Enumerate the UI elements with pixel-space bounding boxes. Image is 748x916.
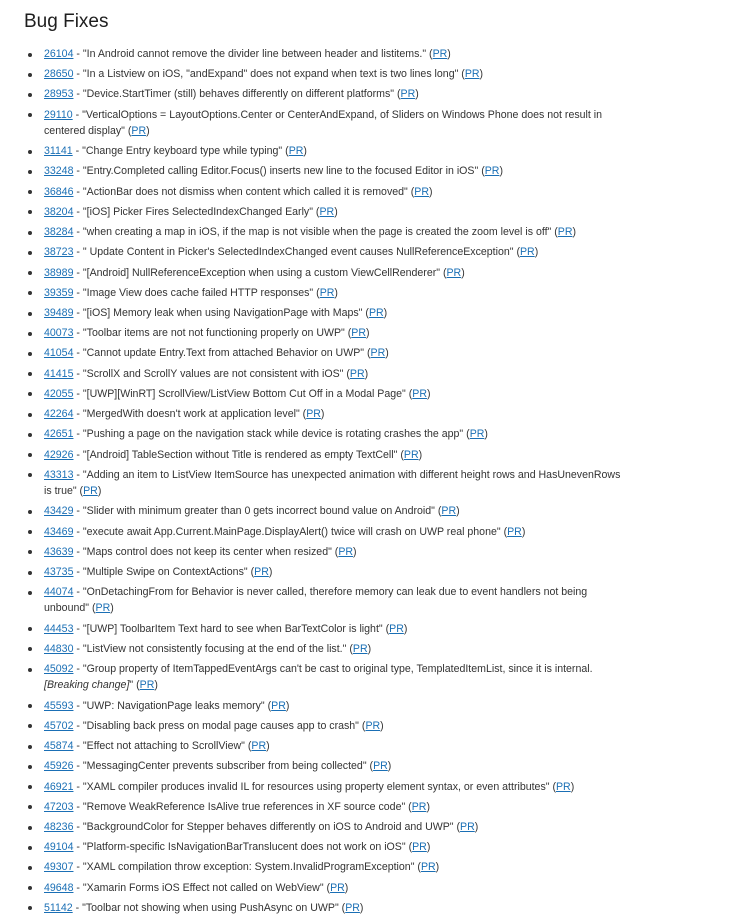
bug-description: "Image View does cache failed HTTP responses" <box>82 286 314 299</box>
bug-id-link[interactable]: 42651 <box>44 428 74 441</box>
pull-request-link[interactable]: PR <box>365 719 381 732</box>
pull-request-link[interactable]: PR <box>432 48 448 60</box>
bug-description: "Toolbar items are not not functioning properly on UWP" <box>82 327 345 340</box>
bug-id-link[interactable]: 45092 <box>44 663 74 676</box>
bug-fix-item: 36846 - "ActionBar does not dismiss when content which called it is removed" (PR) <box>24 184 628 200</box>
bug-fix-item: 49307 - "XAML compilation throw exception: System.InvalidProgramException" (PR) <box>24 859 628 875</box>
pull-request-link[interactable]: PR <box>306 408 321 421</box>
bug-fix-item: 28650 - "In a Listview on iOS, "andExpand" does not expand when text is two lines long" (PR) <box>24 66 628 82</box>
bug-fix-item: 47203 - "Remove WeakReference IsAlive true references in XF source code" (PR) <box>24 799 628 815</box>
bug-id-link[interactable]: 26104 <box>44 48 74 60</box>
pull-request-link[interactable]: PR <box>403 448 419 461</box>
bug-description: "ScrollX and ScrollY values are not consistent with iOS" <box>82 367 344 380</box>
bug-id-link[interactable]: 43429 <box>44 505 74 518</box>
bug-id-link[interactable]: 45926 <box>44 760 74 773</box>
bug-id-link[interactable]: 49307 <box>44 861 74 874</box>
bug-description: "Toolbar not showing when using PushAsync on UWP" <box>82 901 339 914</box>
pull-request-link[interactable]: PR <box>557 226 573 239</box>
bug-id-link[interactable]: 28953 <box>44 88 74 101</box>
pull-request-link[interactable]: PR <box>555 780 571 793</box>
bug-description: " Update Content in Picker's SelectedIndexChanged event causes NullReferenceException" <box>82 246 514 259</box>
pull-request-link[interactable]: PR <box>464 68 480 81</box>
bug-description: "[Android] TableSection without Title is rendered as empty TextCell" <box>82 448 398 461</box>
bug-fix-item: 39359 - "Image View does cache failed HTTP responses" (PR) <box>24 285 628 301</box>
bug-id-link[interactable]: 42055 <box>44 387 74 400</box>
bug-fix-item: 44074 - "OnDetachingFrom for Behavior is never called, therefore memory can leak due to event handlers not being unbound" (PR) <box>24 584 628 616</box>
bug-description: "XAML compilation throw exception: System.InvalidProgramException" <box>82 861 415 874</box>
bug-description: "Pushing a page on the navigation stack while device is rotating crashes the app" <box>82 428 464 441</box>
bug-fix-item: 28953 - "Device.StartTimer (still) behaves differently on different platforms" (PR) <box>24 86 628 102</box>
pull-request-link[interactable]: PR <box>412 841 427 854</box>
pull-request-link[interactable]: PR <box>507 525 522 538</box>
bug-id-link[interactable]: 28650 <box>44 68 74 81</box>
bug-description: "In a Listview on iOS, "andExpand" does not expand when text is two lines long" <box>82 68 459 81</box>
bug-id-link[interactable]: 44830 <box>44 642 74 655</box>
bug-fix-item: 33248 - "Entry.Completed calling Editor.Focus() inserts new line to the focused Editor in iOS" (PR) <box>24 163 628 179</box>
pull-request-link[interactable]: PR <box>271 699 286 712</box>
bug-description: "Xamarin Forms iOS Effect not called on WebView" <box>82 881 324 894</box>
bug-description: "Maps control does not keep its center when resized" <box>82 545 332 558</box>
pull-request-link[interactable]: PR <box>400 88 416 101</box>
bug-fix-item: 46921 - "XAML compiler produces invalid IL for resources using property element syntax, or even attributes" (PR) <box>24 779 628 795</box>
bug-fix-item: 48236 - "BackgroundColor for Stepper behaves differently on iOS to Android and UWP" (PR) <box>24 819 628 835</box>
pull-request-link[interactable]: PR <box>411 800 427 813</box>
bug-id-link[interactable]: 47203 <box>44 800 74 813</box>
bug-description: "[Android] NullReferenceException when using a custom ViewCellRenderer" <box>82 266 440 279</box>
bug-description: "Adding an item to ListView ItemSource has unexpected animation with different height rows and HasUnevenRows is true" <box>44 468 621 498</box>
bug-id-link[interactable]: 38204 <box>44 205 74 218</box>
pull-request-link[interactable]: PR <box>441 505 457 518</box>
pull-request-link[interactable]: PR <box>519 246 535 259</box>
breaking-change-note: [Breaking change] <box>44 679 130 692</box>
bug-id-link[interactable]: 42264 <box>44 408 74 421</box>
pull-request-link[interactable]: PR <box>412 387 427 400</box>
bug-fix-item: 38284 - "when creating a map in iOS, if the map is not visible when the page is created the zoom level is off" (PR) <box>24 224 628 240</box>
bug-description: "XAML compiler produces invalid IL for resources using property element syntax, or even attributes" <box>82 780 550 793</box>
bug-id-link[interactable]: 43639 <box>44 545 74 558</box>
bug-id-link[interactable]: 40073 <box>44 327 74 340</box>
pull-request-link[interactable]: PR <box>368 307 384 320</box>
pull-request-link[interactable]: PR <box>330 881 345 894</box>
bug-id-link[interactable]: 39359 <box>44 286 74 299</box>
pull-request-link[interactable]: PR <box>389 622 404 635</box>
pull-request-link[interactable]: PR <box>254 566 269 579</box>
bug-id-link[interactable]: 41415 <box>44 367 74 380</box>
pull-request-link[interactable]: PR <box>251 740 267 753</box>
bug-fix-item: 42651 - "Pushing a page on the navigation stack while device is rotating crashes the app" (PR) <box>24 426 628 442</box>
bug-description: "Entry.Completed calling Editor.Focus() inserts new line to the focused Editor in iOS" <box>82 165 479 178</box>
bug-id-link[interactable]: 49648 <box>44 881 74 894</box>
bug-description: "In Android cannot remove the divider line between header and listitems." <box>82 48 427 60</box>
bug-description: "Slider with minimum greater than 0 gets incorrect bound value on Android" <box>82 505 435 518</box>
bug-id-link[interactable]: 29110 <box>44 108 73 121</box>
bug-description: "[iOS] Picker Fires SelectedIndexChanged Early" <box>82 205 313 218</box>
pull-request-link[interactable]: PR <box>345 901 360 914</box>
bug-description: "Group property of ItemTappedEventArgs can't be cast to original type, TemplatedItemList, since it is internal. <box>82 663 593 676</box>
bug-id-link[interactable]: 33248 <box>44 165 74 178</box>
bug-description: "Device.StartTimer (still) behaves differently on different platforms" <box>82 88 395 101</box>
bug-fix-item: 49104 - "Platform-specific IsNavigationBarTranslucent does not work on iOS" (PR) <box>24 839 628 855</box>
bug-description: "when creating a map in iOS, if the map is not visible when the page is created the zoom level is off" <box>82 226 552 239</box>
bug-id-link[interactable]: 44074 <box>44 586 74 599</box>
bug-id-link[interactable]: 44453 <box>44 622 74 635</box>
bug-id-link[interactable]: 38284 <box>44 226 74 239</box>
bug-fix-item: 26104 - "In Android cannot remove the divider line between header and listitems." (PR) <box>24 46 628 62</box>
bug-id-link[interactable]: 36846 <box>44 185 74 198</box>
bug-fix-item: 45593 - "UWP: NavigationPage leaks memory" (PR) <box>24 698 628 714</box>
pull-request-link[interactable]: PR <box>420 861 436 874</box>
pull-request-link[interactable]: PR <box>288 145 304 158</box>
bug-description: "[iOS] Memory leak when using NavigationPage with Maps" <box>82 307 363 320</box>
bug-id-link[interactable]: 38989 <box>44 266 74 279</box>
bug-description: "Cannot update Entry.Text from attached Behavior on UWP" <box>82 347 365 360</box>
bug-fix-item: 38989 - "[Android] NullReferenceException when using a custom ViewCellRenderer" (PR) <box>24 265 628 281</box>
bug-fix-item: 31141 - "Change Entry keyboard type while typing" (PR) <box>24 143 628 159</box>
pull-request-link[interactable]: PR <box>352 642 368 655</box>
bug-fix-item: 41415 - "ScrollX and ScrollY values are not consistent with iOS" (PR) <box>24 366 628 382</box>
bug-id-link[interactable]: 45702 <box>44 719 74 732</box>
pull-request-link[interactable]: PR <box>319 205 335 218</box>
bug-fix-item: 44830 - "ListView not consistently focusing at the end of the list." (PR) <box>24 641 628 657</box>
bug-id-link[interactable]: 48236 <box>44 821 74 834</box>
bug-fix-item: 43639 - "Maps control does not keep its center when resized" (PR) <box>24 544 628 560</box>
bug-fix-item: 45926 - "MessagingCenter prevents subscriber from being collected" (PR) <box>24 758 628 774</box>
bug-description: "MergedWith doesn't work at application level" <box>82 408 300 421</box>
bug-id-link[interactable]: 45593 <box>44 699 74 712</box>
bug-description: "Multiple Swipe on ContextActions" <box>82 566 248 579</box>
bug-fix-item: 40073 - "Toolbar items are not not functioning properly on UWP" (PR) <box>24 325 628 341</box>
bug-fix-item: 43735 - "Multiple Swipe on ContextActions" (PR) <box>24 564 628 580</box>
bug-fix-item: 42264 - "MergedWith doesn't work at application level" (PR) <box>24 406 628 422</box>
bug-description: "Remove WeakReference IsAlive true references in XF source code" <box>82 800 406 813</box>
bug-description: "MessagingCenter prevents subscriber from being collected" <box>82 760 367 773</box>
bug-description: "UWP: NavigationPage leaks memory" <box>82 699 265 712</box>
bug-fix-item: 29110 - "VerticalOptions = LayoutOptions.Center or CenterAndExpand, of Sliders on Windows Phone does not result in centered display" (PR) <box>24 107 628 139</box>
pull-request-link[interactable]: PR <box>370 347 386 360</box>
bug-id-link[interactable]: 43469 <box>44 525 74 538</box>
bug-fix-item: 45874 - "Effect not attaching to ScrollView" (PR) <box>24 738 628 754</box>
pull-request-link[interactable]: PR <box>95 602 111 615</box>
bug-fix-item: 42926 - "[Android] TableSection without Title is rendered as empty TextCell" (PR) <box>24 447 628 463</box>
bug-id-link[interactable]: 49104 <box>44 841 74 854</box>
pull-request-link[interactable]: PR <box>446 266 462 279</box>
section-title: Bug Fixes <box>24 11 109 32</box>
bug-id-link[interactable]: 39489 <box>44 307 74 320</box>
pull-request-link[interactable]: PR <box>469 428 485 441</box>
bug-fix-item: 49648 - "Xamarin Forms iOS Effect not called on WebView" (PR) <box>24 880 628 896</box>
pull-request-link[interactable]: PR <box>139 679 155 692</box>
bug-fix-item: 41054 - "Cannot update Entry.Text from attached Behavior on UWP" (PR) <box>24 345 628 361</box>
bug-fix-item: 42055 - "[UWP][WinRT] ScrollView/ListView Bottom Cut Off in a Modal Page" (PR) <box>24 386 628 402</box>
bug-description: "OnDetachingFrom for Behavior is never called, therefore memory can leak due to event handlers not being unbound" <box>44 586 588 615</box>
bug-id-link[interactable]: 45874 <box>44 740 74 753</box>
bug-id-link[interactable]: 43735 <box>44 566 74 579</box>
bug-fix-list <box>24 46 748 916</box>
bug-description: "execute await App.Current.MainPage.DisplayAlert() twice will crash on UWP real phone" <box>82 525 501 538</box>
bug-id-link[interactable]: 41054 <box>44 347 74 360</box>
pull-request-link[interactable]: PR <box>319 286 335 299</box>
bug-fix-item: 38723 - " Update Content in Picker's SelectedIndexChanged event causes NullReferenceException" (PR) <box>24 244 628 260</box>
bug-id-link[interactable]: 46921 <box>44 780 74 793</box>
bug-description: "Change Entry keyboard type while typing" <box>82 145 283 158</box>
bug-description: "Effect not attaching to ScrollView" <box>82 740 245 753</box>
closing-quote: " <box>129 679 134 692</box>
bug-description: "ActionBar does not dismiss when content which called it is removed" <box>82 185 408 198</box>
pull-request-link[interactable]: PR <box>351 327 366 340</box>
bug-description: "ListView not consistently focusing at the end of the list." <box>82 642 347 655</box>
pull-request-link[interactable]: PR <box>460 821 475 834</box>
pull-request-link[interactable]: PR <box>338 545 354 558</box>
pull-request-link[interactable]: PR <box>349 367 365 380</box>
bug-description: "Disabling back press on modal page causes app to crash" <box>82 719 359 732</box>
bug-description: "BackgroundColor for Stepper behaves differently on iOS to Android and UWP" <box>82 821 454 834</box>
pull-request-link[interactable]: PR <box>373 760 388 773</box>
bug-id-link[interactable]: 38723 <box>44 246 74 259</box>
bug-description: "VerticalOptions = LayoutOptions.Center or CenterAndExpand, of Sliders on Windows Phone does not result in centered display" <box>44 108 603 137</box>
bug-id-link[interactable]: 42926 <box>44 448 74 461</box>
bug-fix-item: 39489 - "[iOS] Memory leak when using NavigationPage with Maps" (PR) <box>24 305 628 321</box>
bug-fix-item: 43429 - "Slider with minimum greater than 0 gets incorrect bound value on Android" (PR) <box>24 503 628 519</box>
bug-description: "Platform-specific IsNavigationBarTranslucent does not work on iOS" <box>82 841 406 854</box>
bug-fix-item: 45702 - "Disabling back press on modal page causes app to crash" (PR) <box>24 718 628 734</box>
bug-fix-item: 43313 - "Adding an item to ListView ItemSource has unexpected animation with different height rows and HasUnevenRows is true" (PR) <box>24 467 628 499</box>
bug-id-link[interactable]: 51142 <box>44 901 73 914</box>
bug-fix-item: 51142 - "Toolbar not showing when using PushAsync on UWP" (PR) <box>24 900 628 916</box>
bug-fix-item: 43469 - "execute await App.Current.MainPage.DisplayAlert() twice will crash on UWP real phone" (PR) <box>24 524 628 540</box>
pull-request-link[interactable]: PR <box>83 485 98 498</box>
bug-fix-item: 44453 - "[UWP] ToolbarItem Text hard to see when BarTextColor is light" (PR) <box>24 621 628 637</box>
pull-request-link[interactable]: PR <box>414 185 429 198</box>
bug-id-link[interactable]: 43313 <box>44 468 74 481</box>
pull-request-link[interactable]: PR <box>131 124 147 137</box>
bug-description: "[UWP] ToolbarItem Text hard to see when BarTextColor is light" <box>82 622 383 635</box>
bug-fix-item: 38204 - "[iOS] Picker Fires SelectedIndexChanged Early" (PR) <box>24 204 628 220</box>
bug-description: "[UWP][WinRT] ScrollView/ListView Bottom Cut Off in a Modal Page" <box>82 387 406 400</box>
pull-request-link[interactable]: PR <box>484 165 500 178</box>
bug-fix-item: 45092 - "Group property of ItemTappedEventArgs can't be cast to original type, TemplatedItemList, since it is internal. [Breaking change]" (PR) <box>24 661 628 693</box>
bug-id-link[interactable]: 31141 <box>44 145 73 158</box>
